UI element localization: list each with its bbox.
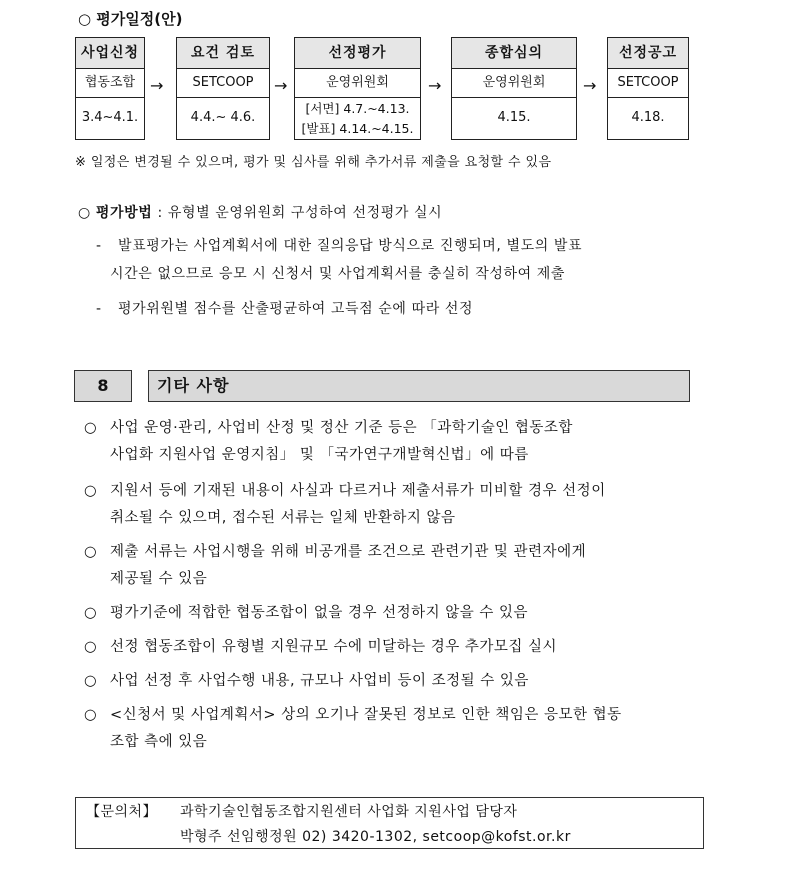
flow-arrow: → [150,76,164,95]
schedule-note: ※ 일정은 변경될 수 있으며, 평가 및 심사를 위해 추가서류 제출을 요청할 수 있음 [75,155,552,170]
schedule-title: ○ 평가일정(안) [78,10,183,28]
list-item [84,600,724,627]
bullet-mark: ○ [84,544,98,560]
bullet-mark: ○ [78,205,91,221]
list-item [84,478,724,532]
dash-mark: - [96,301,102,317]
bullet-mark: ○ [84,673,98,689]
method-label: 평가방법 [95,205,153,221]
flow-arrow: → [583,76,597,95]
flow-step-review [176,37,270,140]
flow-step-org: SETCOOP [177,69,269,98]
flow-step-date: 4.18. [631,110,665,125]
list-item-line: 사업 선정 후 사업수행 내용, 규모나 사업비 등이 조정될 수 있음 [110,673,529,689]
flow-step-apply [75,37,145,140]
dash-mark: - [96,238,102,254]
list-item [84,668,724,695]
list-item-line: 사업화 지원사업 운영지침」 및 「국가연구개발혁신법」에 따름 [110,447,529,463]
flow-step-head: 요건 검토 [177,38,269,69]
bullet-mark: ○ [84,707,98,723]
list-item-line: 조합 측에 있음 [110,734,208,750]
flow-step-org: 운영위원회 [452,69,576,98]
flow-step-date-written: [서면] 4.7.~4.13. [305,101,410,116]
method-item [96,295,736,323]
contact-label: 【문의처】 [86,804,158,820]
method-item [96,232,736,288]
flow-step-date: 3.4~4.1. [81,110,139,125]
section-title: 기타 사항 [148,370,690,402]
flow-arrow: → [428,76,442,95]
flow-step-head: 종합심의 [452,38,576,69]
bullet-mark: ○ [84,483,98,499]
contact-box [75,797,704,849]
flow-step-announcement [607,37,689,140]
list-item-line: 선정 협동조합이 유형별 지원규모 수에 미달하는 경우 추가모집 실시 [110,639,558,655]
bullet-mark: ○ [84,605,98,621]
flow-step-org: SETCOOP [608,69,688,98]
list-item [84,415,724,469]
list-item-line: 취소될 수 있으며, 접수된 서류는 일체 반환하지 않음 [110,510,456,526]
list-item-line: 제공될 수 있음 [110,571,208,587]
list-item-line: 지원서 등에 기재된 내용이 사실과 다르거나 제출서류가 미비할 경우 선정이 [110,483,606,499]
list-item-line: <신청서 및 사업계획서> 상의 오기나 잘못된 정보로 인한 책임은 응모한 협동 [110,707,622,723]
list-item-line: 제출 서류는 사업시행을 위해 비공개를 조건으로 관련기관 및 관련자에게 [110,544,587,560]
contact-line1: 과학기술인협동조합지원센터 사업화 지원사업 담당자 [180,804,518,820]
flow-step-date-presentation: [발표] 4.14.~4.15. [301,121,414,136]
method-text: : 유형별 운영위원회 구성하여 선정평가 실시 [157,205,443,221]
section-number: 8 [74,370,132,402]
flow-step-date: 4.4.~ 4.6. [190,110,256,125]
list-item-line: 평가기준에 적합한 협동조합이 없을 경우 선정하지 않을 수 있음 [110,605,529,621]
list-item [84,539,724,593]
flow-step-head: 선정평가 [295,38,420,69]
flow-step-evaluation [294,37,421,140]
flow-step-org: 협동조합 [76,69,144,98]
flow-step-org: 운영위원회 [295,69,420,98]
flow-arrow: → [274,76,288,95]
list-item [84,634,724,661]
method-item-line: 발표평가는 사업계획서에 대한 질의응답 방식으로 진행되며, 별도의 발표 [118,238,583,254]
list-item-line: 사업 운영·관리, 사업비 산정 및 정산 기준 등은 「과학기술인 협동조합 [110,420,573,436]
contact-line2: 박형주 선임행정원 02) 3420-1302, setcoop@kofst.or.kr [180,829,571,845]
method-heading [78,199,442,227]
bullet-mark: ○ [84,639,98,655]
list-item [84,702,724,756]
method-item-line: 시간은 없으므로 응모 시 신청서 및 사업계획서를 충실히 작성하여 제출 [110,266,566,282]
flow-step-head: 사업신청 [76,38,144,69]
bullet-mark: ○ [84,420,98,436]
method-item-line: 평가위원별 점수를 산출평균하여 고득점 순에 따라 선정 [118,301,474,317]
flow-step-deliberation [451,37,577,140]
flow-step-date: 4.15. [497,110,531,125]
flow-step-head: 선정공고 [608,38,688,69]
